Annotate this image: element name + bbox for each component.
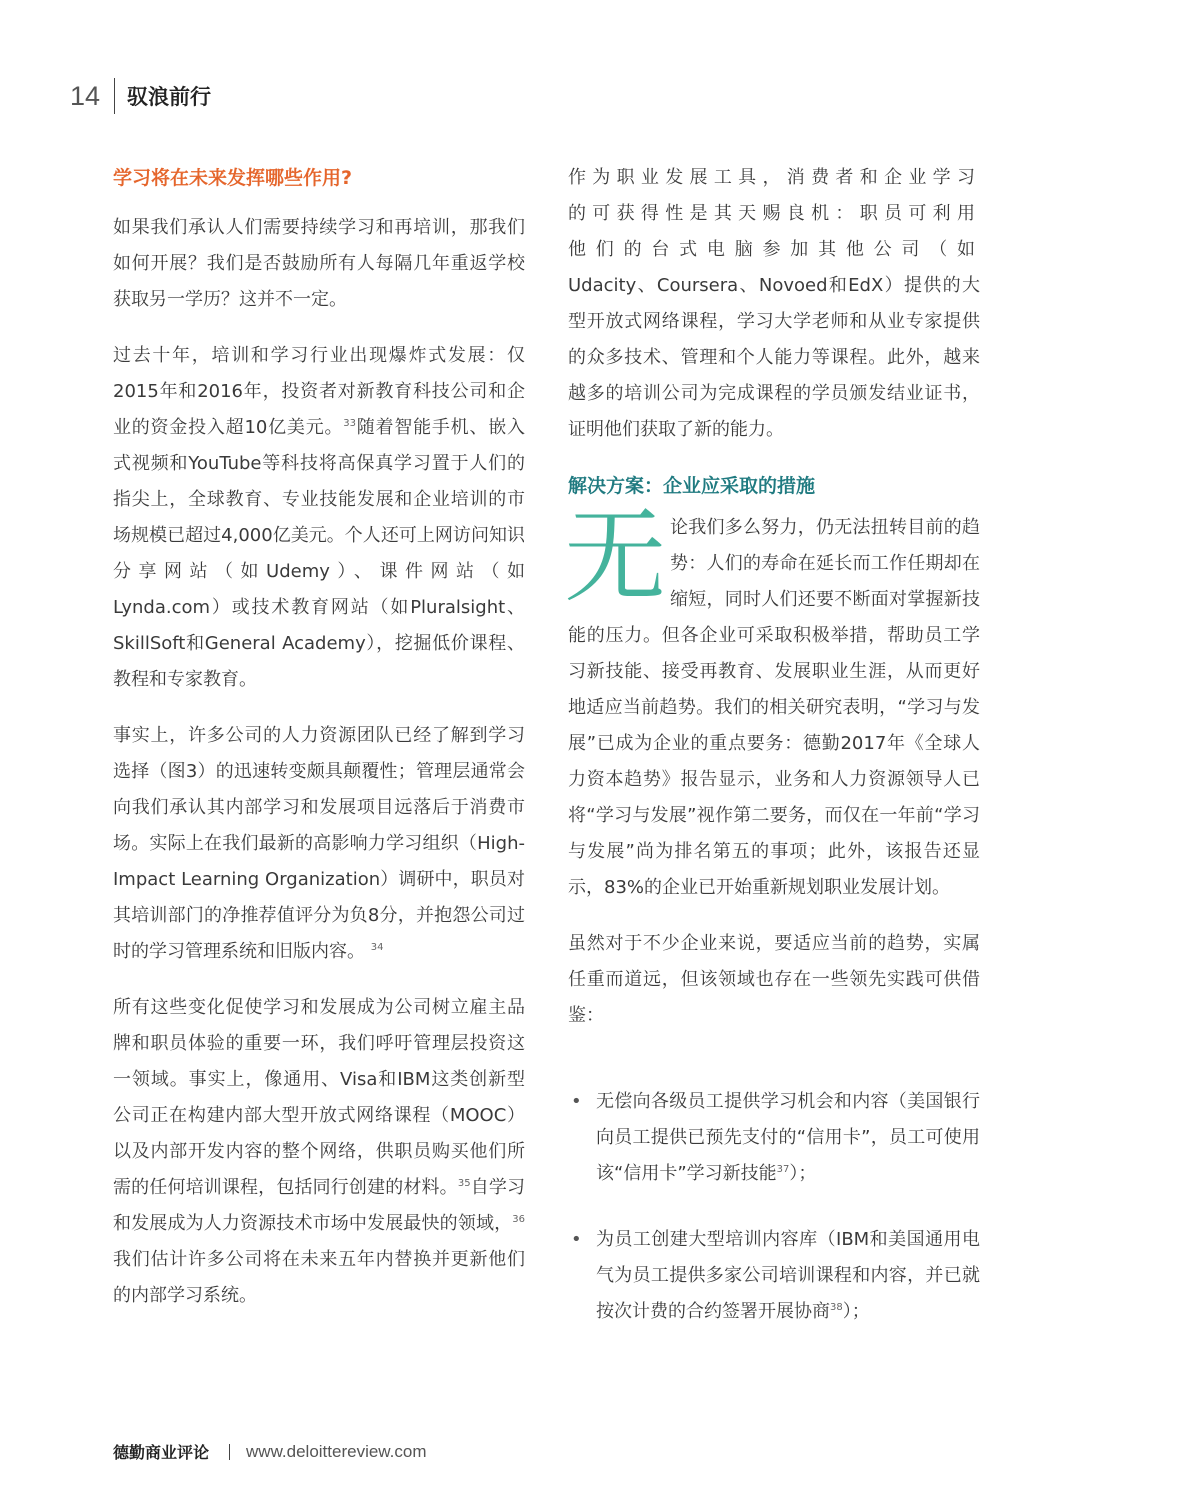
text-run: 事实上，许多公司的人力资源团队已经了解到学习选择（图3）的迅速转变颇具颠覆性；管理层通常会向我们承认其内部学习和发展项目远落后于消费市场。实际上在我们最新的高影响力学习组织（High-Impact Learning Organization）调研中，职员对其培训部门的净推荐值评分为负8分，并抱怨公司过时的学习管理系统和旧版内容。: [113, 725, 525, 962]
paragraph: 论我们多么努力，仍无法扭转目前的趋势：人们的寿命在延长而工作任期却在缩短，同时人们还要不断面对掌握新技能的压力。但各企业可采取积极举措，帮助员工学习新技能、接受再教育、发展职业生涯，从而更好地适应当前趋势。我们的相关研究表明，“学习与发展”已成为企业的重点要务：德勤2017年《全球人力资本趋势》报告显示，业务和人力资源领导人已将“学习与发展”视作第二要务，而仅在一年前“学习与发展”尚为排名第五的事项；此外，该报告还显示，83%的企业已开始重新规划职业发展计划。: [568, 517, 980, 898]
text-run: 作为职业发展工具，消费者和企业学习的可获得性是其天赐良机：职员可利用他们的台式电脑参加其他公司（如: [568, 167, 980, 260]
list-item: [568, 1084, 980, 1192]
paragraph: 如果我们承认人们需要持续学习和再培训，那我们如何开展？我们是否鼓励所有人每隔几年重返学校获取另一学历？这并不一定。: [113, 217, 525, 310]
text-run: 所有这些变化促使学习和发展成为公司树立雇主品牌和职员体验的重要一环，我们呼吁管理层投资这一领域。事实上，像通用、Visa和IBM这类创新型公司正在构建内部大型开放式网络课程（MOOC）以及内部开发内容的整个网络，供职员购买他们所需的任何培训课程，包括同行创建的材料。: [113, 997, 525, 1198]
text-run: Udacity、Coursera、Novoed和EdX）提供的大型开放式网络课程，学习大学老师和从业专家提供的众多技术、管理和个人能力等课程。此外，越来越多的培训公司为完成课程的学员颁发结业证书，证明他们获取了新的能力。: [568, 275, 980, 440]
left-column: [113, 160, 525, 1334]
running-title: 驭浪前行: [127, 85, 212, 109]
paragraph: [113, 990, 525, 1314]
dropcap-paragraph: [564, 498, 980, 906]
footnote-ref[interactable]: 38: [830, 1302, 843, 1313]
text-run: ）；: [842, 1301, 870, 1322]
text-run: 为员工创建大型培训内容库（IBM和美国通用电气为员工提供多家公司培训课程和内容，并已就按次计费的合约签署开展协商: [596, 1229, 980, 1322]
bullet-icon: •: [571, 1091, 582, 1112]
footnote-ref[interactable]: 33: [343, 418, 356, 429]
footnote-ref[interactable]: 37: [776, 1164, 790, 1175]
practice-list: [568, 1084, 980, 1330]
text-run: ）；: [789, 1163, 817, 1184]
footer-url-link[interactable]: www.deloittereview.com: [246, 1441, 427, 1461]
section-heading-future-learning: 学习将在未来发挥哪些作用?: [113, 167, 353, 189]
footnote-ref[interactable]: 36: [512, 1214, 525, 1225]
paragraph: [568, 160, 980, 448]
footnote-ref[interactable]: 34: [370, 942, 384, 953]
page-header: [70, 76, 211, 116]
footer-brand: 德勤商业评论: [113, 1443, 210, 1462]
footer-divider: [229, 1444, 230, 1460]
paragraph: 虽然对于不少企业来说，要适应当前的趋势，实属任重而道远，但该领域也存在一些领先实践可供借鉴：: [568, 933, 980, 1026]
text-run: 我们估计许多公司将在未来五年内替换并更新他们的内部学习系统。: [113, 1249, 525, 1306]
text-run: 过去十年，培训和学习行业出现爆炸式发展：仅2015年和2016年，投资者对新教育科技公司和企业的资金投入超10亿美元。: [113, 345, 525, 438]
text-run: 随着智能手机、嵌入式视频和YouTube等科技将高保真学习置于人们的指尖上，全球教育、专业技能发展和企业培训的市场规模已超过4,000亿美元。个人还可上网访问知识分享网站（如Udemy）、课件网站（如Lynda.com）或技术教育网站（如Pluralsight、SkillSoft和General Academy），挖掘低价课程、教程和专家教育。: [113, 417, 526, 690]
right-column: [564, 160, 980, 1360]
dropcap: 无: [564, 498, 666, 617]
section-heading-solutions: 解决方案：企业应采取的措施: [568, 475, 816, 497]
text-run: 无偿向各级员工提供学习机会和内容（美国银行向员工提供已预先支付的“信用卡”，员工可使用该“信用卡”学习新技能: [596, 1091, 980, 1184]
list-item: [568, 1222, 980, 1330]
bullet-icon: •: [571, 1229, 582, 1250]
header-divider: [114, 78, 115, 114]
page-footer: [113, 1440, 426, 1463]
page-number: 14: [70, 80, 101, 111]
footnote-ref[interactable]: 35: [457, 1178, 471, 1189]
paragraph: [113, 338, 525, 698]
text-run: 自学习和发展成为人力资源技术市场中发展最快的领域，: [113, 1177, 526, 1234]
paragraph: [113, 718, 525, 970]
